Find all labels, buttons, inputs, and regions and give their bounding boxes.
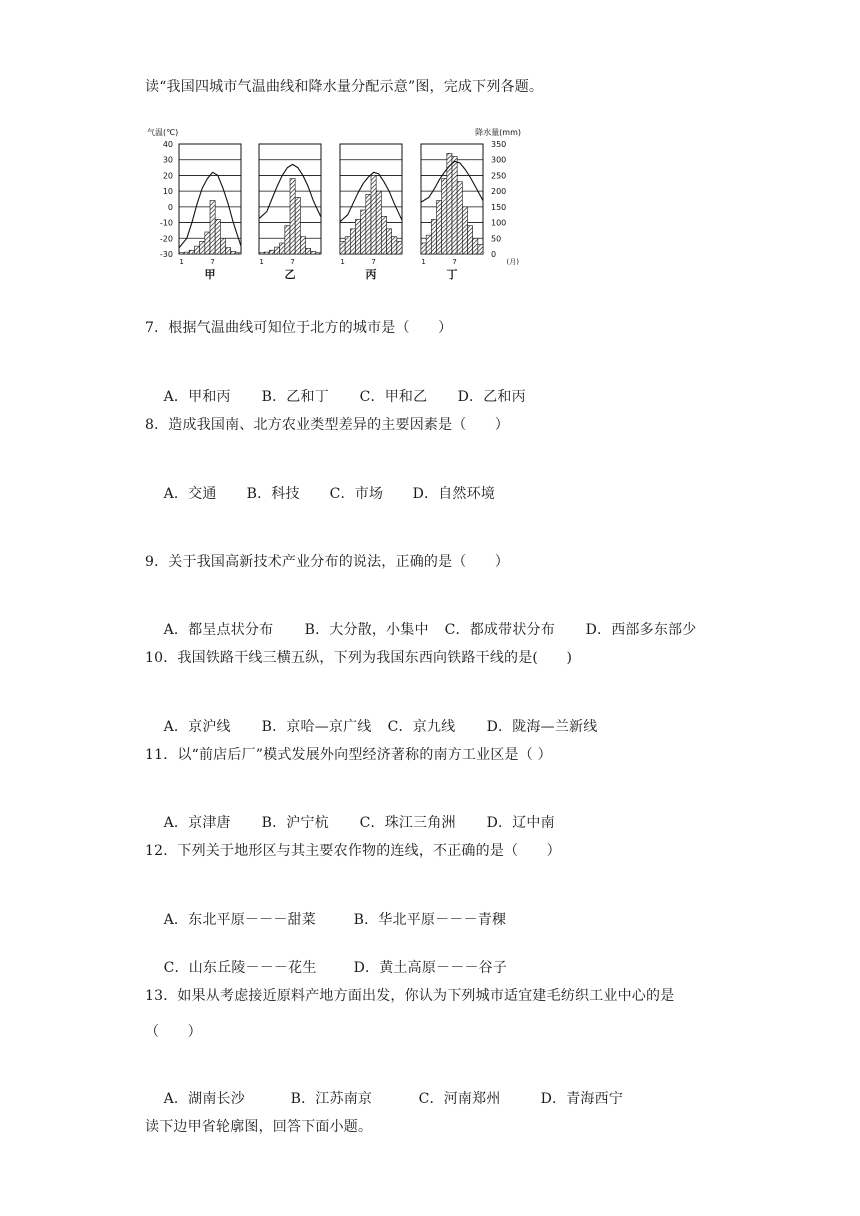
option-b[interactable]: B．江苏南京 [290, 1091, 373, 1107]
precipitation-bar [381, 216, 386, 254]
option-c[interactable]: C．山东丘陵－－－花生 [163, 960, 317, 976]
question-stem: 7．根据气温曲线可知位于北方的城市是（ ） [145, 320, 453, 336]
precipitation-bar [285, 226, 290, 254]
precipitation-bar [226, 248, 231, 254]
option-c[interactable]: C．市场 [329, 486, 384, 502]
month-unit-label: (月) [506, 258, 519, 266]
temperature-tick-label: 10 [162, 187, 173, 197]
question-stem: 8．造成我国南、北方农业类型差异的主要因素是（ ） [145, 417, 510, 433]
climate-panel-1 [259, 144, 321, 281]
option-b[interactable]: B．大分散，小集中 [304, 622, 429, 638]
option-row [145, 464, 495, 524]
month-tick-label: 7 [210, 258, 215, 266]
precipitation-bar [426, 235, 431, 254]
precipitation-bar [421, 243, 426, 254]
precipitation-bar [387, 229, 392, 254]
option-d[interactable]: D．青海西宁 [540, 1091, 624, 1107]
option-b[interactable]: B．乙和丁 [261, 389, 329, 405]
option-a[interactable]: A．东北平原－－－甜菜 [163, 912, 316, 928]
intro-text: 读“我国四城市气温曲线和降水量分配示意”图，完成下列各题。 [145, 79, 544, 95]
month-tick-label: 7 [371, 258, 376, 266]
precipitation-bar [280, 243, 285, 254]
option-b[interactable]: B．沪宁杭 [261, 815, 329, 831]
precipitation-bar [478, 245, 483, 254]
option-c[interactable]: C．京九线 [387, 719, 456, 735]
temperature-tick-label: 30 [162, 155, 173, 165]
precipitation-axis-label: 降水量(mm) [475, 128, 521, 137]
precipitation-bar [452, 157, 457, 254]
panel-name: 乙 [284, 268, 296, 281]
temperature-tick-label: -30 [159, 250, 173, 259]
precipitation-bar [473, 238, 478, 254]
option-d[interactable]: D．自然环境 [412, 486, 496, 502]
precipitation-bar [179, 253, 184, 254]
precipitation-bar [220, 238, 225, 254]
option-c[interactable]: C．河南郑州 [418, 1091, 501, 1107]
question-stem: 13．如果从考虑接近原料产地方面出发，你认为下列城市适宜建毛纺织工业中心的是 [145, 988, 675, 1004]
temperature-tick-label: 20 [162, 171, 173, 181]
option-d[interactable]: D．西部多东部少 [585, 622, 697, 638]
option-b[interactable]: B．华北平原－－－青稞 [353, 912, 507, 928]
question-stem-continued: （ ） [145, 1024, 202, 1040]
precipitation-bar [200, 241, 205, 254]
temperature-tick-label: -10 [159, 218, 173, 228]
option-d[interactable]: D．黄土高原－－－谷子 [353, 960, 508, 976]
temperature-tick-label: 40 [162, 140, 173, 149]
precipitation-bar [442, 179, 447, 254]
option-a[interactable]: A．甲和丙 [163, 389, 231, 405]
month-tick-label: 1 [259, 258, 264, 266]
precipitation-bar [215, 219, 220, 254]
precipitation-bar [269, 250, 274, 254]
temperature-axis-label: 气温(℃) [147, 128, 179, 137]
climate-panel-0 [179, 144, 241, 281]
precipitation-bar [356, 219, 361, 254]
precipitation-bar [275, 247, 280, 254]
precipitation-bar [457, 182, 462, 254]
precipitation-bar [361, 210, 366, 254]
precipitation-bar [184, 252, 189, 254]
precipitation-bar [311, 251, 316, 254]
precipitation-bar [210, 201, 215, 254]
precipitation-bar [306, 248, 311, 254]
precipitation-bar [295, 197, 300, 254]
option-b[interactable]: B．科技 [246, 486, 300, 502]
precipitation-bar [371, 175, 376, 254]
option-a[interactable]: A．京沪线 [163, 719, 231, 735]
outro-text: 读下边甲省轮廓图，回答下面小题。 [145, 1119, 373, 1135]
precipitation-bar [290, 179, 295, 254]
option-c[interactable]: C．珠江三角洲 [359, 815, 456, 831]
month-tick-label: 1 [179, 258, 184, 266]
precipitation-bar [345, 237, 350, 254]
precipitation-bar [259, 253, 264, 254]
panel-name: 丁 [446, 268, 458, 281]
option-b[interactable]: B．京哈—京广线 [261, 719, 372, 735]
precipitation-bar [397, 241, 402, 254]
panel-name: 甲 [204, 268, 216, 281]
precipitation-bar [300, 237, 305, 254]
question-stem: 11．以“前店后厂”模式发展外向型经济著称的南方工业区是（ ） [145, 747, 552, 763]
precipitation-tick-label: 300 [491, 155, 507, 165]
precipitation-bar [366, 194, 371, 254]
month-tick-label: 1 [340, 258, 345, 266]
precipitation-bar [231, 251, 236, 254]
option-a[interactable]: A．交通 [163, 486, 217, 502]
option-a[interactable]: A．京津唐 [163, 815, 231, 831]
temperature-tick-label: -20 [159, 234, 173, 244]
option-a[interactable]: A．都呈点状分布 [163, 622, 274, 638]
month-tick-label: 1 [421, 258, 426, 266]
panel-name: 丙 [365, 268, 377, 281]
precipitation-tick-label: 50 [491, 234, 502, 244]
climate-figure [145, 126, 525, 282]
precipitation-bar [236, 253, 241, 254]
precipitation-bar [437, 201, 442, 254]
option-d[interactable]: D．乙和丙 [457, 389, 526, 405]
precipitation-bar [376, 191, 381, 254]
precipitation-bar [316, 253, 321, 254]
climate-panel-2 [340, 144, 402, 281]
precipitation-bar [431, 219, 436, 254]
climate-panel-3 [421, 144, 483, 281]
question-stem: 10．我国铁路干线三横五纵，下列为我国东西向铁路干线的是( ) [145, 650, 573, 666]
precipitation-tick-label: 350 [491, 140, 507, 149]
question-stem: 12．下列关于地形区与其主要农作物的连线，不正确的是（ ） [145, 843, 561, 859]
option-d[interactable]: D．辽中南 [486, 815, 555, 831]
precipitation-tick-label: 200 [491, 187, 507, 197]
precipitation-bar [195, 246, 200, 254]
question-stem: 9．关于我国高新技术产业分布的说法，正确的是（ ） [145, 554, 510, 570]
precipitation-bar [264, 252, 269, 254]
option-d[interactable]: D．陇海—兰新线 [486, 719, 598, 735]
precipitation-tick-label: 100 [491, 218, 507, 228]
precipitation-tick-label: 0 [491, 250, 497, 259]
month-tick-label: 7 [452, 258, 457, 266]
option-a[interactable]: A．湖南长沙 [163, 1091, 245, 1107]
precipitation-bar [462, 207, 467, 254]
temperature-tick-label: 0 [167, 202, 173, 212]
month-tick-label: 7 [290, 258, 295, 266]
precipitation-bar [189, 250, 194, 254]
precipitation-tick-label: 150 [491, 202, 507, 212]
precipitation-bar [468, 226, 473, 254]
precipitation-bar [392, 237, 397, 254]
precipitation-bar [340, 241, 345, 254]
precipitation-bar [350, 229, 355, 254]
option-c[interactable]: C．都成带状分布 [444, 622, 555, 638]
option-c[interactable]: C．甲和乙 [359, 389, 428, 405]
precipitation-bar [205, 232, 210, 254]
precipitation-tick-label: 250 [491, 171, 507, 181]
